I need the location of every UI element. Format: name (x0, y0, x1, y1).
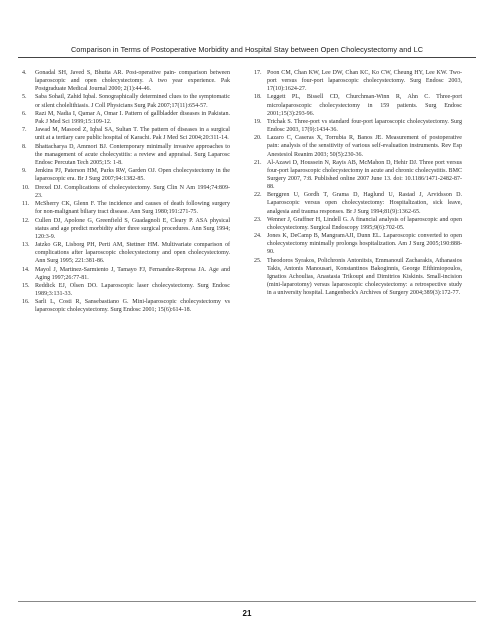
reference-item (254, 191, 462, 215)
reference-number: 5. (22, 94, 27, 101)
reference-item (22, 200, 230, 216)
reference-text: Bhattacharya D, Ammori BJ. Contemporary minimally invasive approaches to the management of acute cholecystitis: a review and appraisal. Surg Laparosc Endosc Percutan Tech 2005;15: 1-8. (35, 143, 230, 166)
reference-item (22, 266, 230, 282)
reference-number: 22. (254, 192, 262, 199)
reference-text: Jones K, DeCamp B, MangramAJI, Dunn EL. Laparoscopic converted to open cholecystectomy minimally prolongs hospitalization. Am J Surg 2005;190:888-90. (267, 233, 462, 256)
reference-number: 14. (22, 266, 30, 273)
reference-item (22, 110, 230, 126)
reference-number: 23. (254, 216, 262, 223)
running-header: Comparison in Terms of Postoperative Morbidity and Hospital Stay between Open Cholecystectomy and LC (70, 45, 424, 54)
page-number: 21 (242, 609, 252, 618)
reference-text: Saba Sohail, Zahid Iqbal. Sonographically determined clues to the symptomatic or silent cholelithiasis. J Coll Physicians Surg Pak 2007;17(11):654-57. (35, 94, 230, 109)
reference-text: Jenkins PJ, Paterson HM, Parks RW, Garden OJ. Open cholecystectomy in the laparoscopic era. Br J Surg 2007;94:1382-85. (35, 168, 230, 183)
reference-number: 4. (22, 70, 27, 76)
reference-item (254, 93, 462, 117)
reference-text: Al-Azawi D, Houssein N, Rayis AB, McMahon D, Hehir DJ. Three port versus four-port laparoscopic cholecystectomy in acute and chronic cholecystitis. BMC Surgery 2007, 7:8. Published online 2007 June 13. doi: 10.1186/1471-2482-87-88. (267, 159, 462, 191)
reference-text: Gonadal SH, Javed S, Bhutta AR. Post-operative pain- comparison between laparoscopic and open cholecystectomy. A two year experience. Pak Postgraduate Medical Journal 2000; 2(1):44-46. (35, 70, 230, 93)
references-left-column (22, 69, 230, 315)
reference-number: 19. (254, 118, 262, 125)
reference-item (22, 241, 230, 265)
reference-text: Mayol J, Martinez-Sarmiento J, Tamayo FJ, Fernandez-Represa JA. Age and Aging 1997;26:77-81. (35, 266, 230, 281)
reference-number: 21. (254, 159, 262, 166)
reference-text: Jatzko GR, Lisborg PH, Perti AM, Stettner HM. Multivariate comparison of complications after laparoscopic cholecystectomy and open cholecystectomy. Ann Surg 1995; 221:381-86. (35, 242, 230, 265)
reference-text: Cullen DJ, Apolone G, Greenfield S, Guadagnoli E, Cleary P. ASA physical status and age predict morbidity after three surgical procedures. Ann Surg 1994; 120:3-9. (35, 217, 230, 240)
reference-number: 16. (22, 299, 30, 306)
reference-text: Wenner J, Graffner H, Lindell G. A financial analysis of laparoscopic and open cholecystectomy. Surgical Endoscopy 1995;9(6):702-05. (267, 216, 462, 231)
reference-text: Drexel DJ. Complications of cholecystectomy. Surg Clin N Am 1994;74:809-23. (35, 184, 230, 199)
reference-item (254, 232, 462, 256)
reference-item (254, 134, 462, 158)
reference-number: 12. (22, 217, 30, 224)
references-right-column (254, 69, 462, 297)
reference-text: Lazaro C, Caseras X, Torrubia R, Banos JE. Measurement of postoperative pain: analysis of the sensitivity of various self-evaluation instruments. Rev Esp Anestesiol Reanim 2003; 50(5):230-36. (267, 135, 462, 158)
header-rule (18, 57, 476, 58)
reference-text: Poon CM, Chan KW, Lee DW, Chan KC, Ko CW, Cheung HY, Lee KW. Two-port versus four-port laparoscopic cholecystectomy. Surg Endosc 2003, 17(10):1624-27. (267, 70, 462, 93)
reference-item (254, 69, 462, 93)
reference-item (22, 217, 230, 241)
reference-number: 17. (254, 70, 262, 76)
reference-number: 25. (254, 257, 262, 264)
reference-text: Sarli L, Costi R, Sansebastiano G. Mini-laparoscopic cholecystectomy vs laparoscopic cholecystectomy. Surg Endosc 2001; 15(6):614-18. (35, 299, 230, 314)
reference-number: 15. (22, 283, 30, 289)
reference-text: Reddick EJ, Olsen DO. Laparoscopic laser cholecystectomy. Surg Endosc 1989;3:131-33. (35, 283, 230, 298)
reference-item (254, 257, 462, 297)
reference-number: 10. (22, 184, 30, 191)
reference-item (254, 159, 462, 191)
reference-item (22, 298, 230, 314)
reference-text: Razi M, Nadia I, Qamar A, Omar I. Pattern of gallbladder diseases in Pakistan. Pak J Med Sci 1999;15:109-12. (35, 110, 230, 125)
reference-number: 6. (22, 110, 27, 117)
reference-item (22, 282, 230, 298)
reference-item (22, 184, 230, 200)
reference-number: 9. (22, 168, 27, 175)
reference-item (254, 216, 462, 232)
reference-item (22, 143, 230, 167)
reference-text: Leggett PL, Bissell CD, Churchman-Winn R, Ahn C. Three-port microlaparoscopic cholecystectomy in 159 patients. Surg Endosc 2001;15(3):293-96. (267, 94, 462, 117)
reference-text: Theodoros Syrakos, Polichronis Antonitsis, Emmanouil Zacharakis, Athanasios Takis, Antonis Manousari, Konstantinos Bakoginnis, George Efthimiopoulos, Ignatios Achoulias, Anastasia Trikoupi and Dimitrios Kiskinis. Small-incision (mini-laparotomy) versus laparoscopic cholecystectomy: a retrospective study in a university hospital. Langenbeck's Archives of Surgery 2004;389(3):172-77. (267, 257, 462, 297)
reference-item (22, 69, 230, 93)
reference-text: Jawad M, Masood Z, Iqbal SA, Sultan T. The pattern of diseases in a surgical unit at a tertiary care public hospital of Karachi. Pak J Med Sci 2004;20:311-14. (35, 127, 230, 142)
reference-number: 18. (254, 94, 262, 101)
reference-number: 8. (22, 143, 27, 150)
reference-number: 7. (22, 127, 27, 134)
reference-text: McSherry CK, Glenn F. The incidence and causes of death following surgery for non-malignant biliary tract disease. Ann Surg 1980;191:271-75. (35, 201, 230, 216)
reference-number: 13. (22, 242, 30, 249)
reference-item (254, 118, 462, 134)
reference-item (22, 167, 230, 183)
footer-rule (18, 601, 476, 602)
reference-number: 11. (22, 201, 30, 208)
reference-text: Berggren U, Gordh T, Grama D, Haglund U, Rastad J, Arvidsson D. Laparoscopic versus open cholecystectomy: Hospitalization, sick leave, analgesia and trauma responses. Br J Surg 1994;81(9):1362-65. (267, 192, 462, 215)
reference-item (22, 93, 230, 109)
reference-number: 24. (254, 233, 262, 240)
reference-number: 20. (254, 135, 262, 142)
reference-item (22, 126, 230, 142)
reference-text: Trichak S. Three-port vs standard four-port laparoscopic cholecystectomy. Surg Endosc 2003, 17(9):1434-36. (267, 118, 462, 134)
